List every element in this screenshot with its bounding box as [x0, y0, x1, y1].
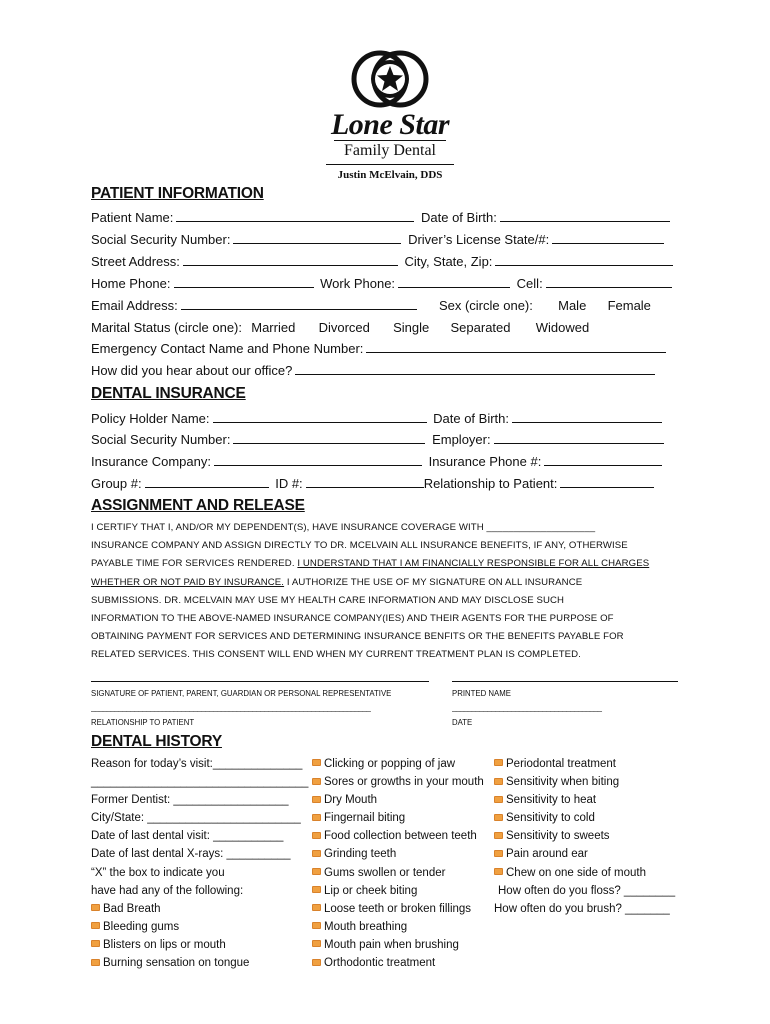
- dob-field[interactable]: [500, 210, 670, 222]
- check-label: Fingernail biting: [324, 812, 406, 825]
- work-phone-field[interactable]: [398, 276, 510, 288]
- ins-ssn-label: Social Security Number:: [91, 432, 231, 447]
- id-field[interactable]: [306, 476, 424, 488]
- checkbox-icon[interactable]: [312, 796, 321, 803]
- checkbox-icon[interactable]: [91, 940, 100, 947]
- check-fingernail[interactable]: [312, 809, 484, 827]
- ssn-label: Social Security Number:: [91, 232, 231, 247]
- checkbox-icon[interactable]: [312, 759, 321, 766]
- referral-label: How did you hear about our office?: [91, 363, 293, 378]
- assign-line-4: [91, 574, 691, 592]
- check-label: Loose teeth or broken fillings: [324, 902, 472, 915]
- check-sens-sweets[interactable]: [494, 827, 675, 845]
- former-dentist[interactable]: Former Dentist: __________________: [91, 794, 289, 807]
- floss-frequency[interactable]: How often do you floss? ________: [498, 884, 676, 897]
- last-visit[interactable]: Date of last dental visit: ___________: [91, 830, 284, 843]
- check-jaw-clicking[interactable]: [312, 755, 484, 773]
- logo-title: Lone Star: [330, 108, 450, 141]
- checkbox-icon[interactable]: [494, 868, 503, 875]
- check-label: Periodontal treatment: [506, 758, 616, 770]
- date-sig-label: DATE: [452, 718, 473, 727]
- employer-label: Employer:: [432, 432, 491, 447]
- checkbox-icon[interactable]: [312, 922, 321, 929]
- checkbox-icon[interactable]: [91, 959, 100, 966]
- check-mouth-breathing[interactable]: [312, 918, 484, 936]
- assign-line-3a: PAYABLE TIME FOR SERVICES RENDERED.: [91, 558, 298, 570]
- check-bleeding-gums[interactable]: [91, 918, 308, 936]
- check-loose-teeth[interactable]: [312, 900, 484, 918]
- checkbox-icon[interactable]: [312, 959, 321, 966]
- check-label: Mouth pain when brushing: [324, 938, 459, 951]
- ins-phone-label: Insurance Phone #:: [428, 454, 542, 469]
- employer-field[interactable]: [494, 432, 664, 444]
- relationship-field[interactable]: [560, 476, 654, 488]
- check-label: Chew on one side of mouth: [506, 866, 647, 879]
- ins-ssn-row: [91, 432, 667, 448]
- check-label: Bleeding gums: [103, 920, 180, 933]
- home-phone-label: Home Phone:: [91, 276, 171, 291]
- checkbox-icon[interactable]: [494, 759, 503, 766]
- instruction-line-2: have had any of the following:: [91, 884, 244, 897]
- checkbox-icon[interactable]: [494, 778, 503, 785]
- check-sens-heat[interactable]: [494, 791, 675, 809]
- check-label: Sensitivity to sweets: [506, 830, 610, 843]
- marital-label: Marital Status (circle one):: [91, 320, 242, 335]
- email-row: [91, 298, 651, 314]
- ins-ssn-field[interactable]: [233, 432, 425, 444]
- checkbox-icon[interactable]: [312, 814, 321, 821]
- referral-row: [91, 363, 658, 379]
- marital-option-single[interactable]: Single: [393, 320, 430, 335]
- last-xrays[interactable]: Date of last dental X-rays: __________: [91, 848, 291, 861]
- check-label: Lip or cheek biting: [324, 884, 418, 897]
- check-food-collection[interactable]: [312, 827, 484, 845]
- checkbox-icon[interactable]: [312, 904, 321, 911]
- star-rings-logo-icon: [338, 50, 442, 108]
- checkbox-icon[interactable]: [494, 796, 503, 803]
- ins-phone-field[interactable]: [544, 454, 662, 466]
- printed-name-field[interactable]: [452, 681, 678, 682]
- assign-line-1: I CERTIFY THAT I, AND/OR MY DEPENDENT(S), HAVE INSURANCE COVERAGE WITH ____________________: [91, 522, 596, 533]
- ssn-field[interactable]: [233, 232, 401, 244]
- check-label: Food collection between teeth: [324, 830, 477, 843]
- relationship-sig-label: RELATIONSHIP TO PATIENT: [91, 718, 195, 727]
- relationship-sig-field[interactable]: _______________________________________________________________________: [91, 703, 371, 712]
- group-label: Group #:: [91, 476, 142, 491]
- printed-name-label: PRINTED NAME: [452, 689, 511, 698]
- street-field[interactable]: [183, 254, 398, 266]
- check-lip-biting[interactable]: [312, 882, 484, 900]
- checkbox-icon[interactable]: [312, 886, 321, 893]
- check-chew-one-side[interactable]: [494, 864, 675, 882]
- signature-label: SIGNATURE OF PATIENT, PARENT, GUARDIAN OR PERSONAL REPRESENTATIVE: [91, 689, 392, 698]
- address-row: [91, 254, 676, 270]
- assign-line-7: OBTAINING PAYMENT FOR SERVICES AND DETERMINING INSURANCE BENFITS OR THE BENEFITS PAYABLE FOR: [91, 631, 624, 643]
- patient-info-heading: PATIENT INFORMATION: [91, 185, 264, 202]
- check-burning-tongue[interactable]: [91, 954, 308, 972]
- referral-field[interactable]: [295, 363, 655, 375]
- check-sens-cold[interactable]: [494, 809, 675, 827]
- dob-label: Date of Birth:: [421, 210, 497, 225]
- checkbox-icon[interactable]: [494, 832, 503, 839]
- marital-option-married[interactable]: Married: [251, 320, 296, 335]
- assign-line-2: INSURANCE COMPANY AND ASSIGN DIRECTLY TO DR. MCELVAIN ALL INSURANCE BENEFITS, IF ANY, OTHERWISE: [91, 540, 628, 552]
- dental-history-heading: DENTAL HISTORY: [91, 733, 222, 750]
- dental-insurance-heading: DENTAL INSURANCE: [91, 385, 246, 402]
- ins-dob-label: Date of Birth:: [433, 411, 509, 426]
- history-right-column: [494, 755, 675, 918]
- sex-option-female[interactable]: Female: [607, 298, 651, 313]
- company-label: Insurance Company:: [91, 454, 211, 469]
- checkbox-icon[interactable]: [312, 850, 321, 857]
- emergency-field[interactable]: [366, 341, 666, 353]
- check-periodontal[interactable]: [494, 755, 675, 773]
- id-label: ID #:: [275, 476, 303, 491]
- home-phone-field[interactable]: [174, 276, 314, 288]
- assign-line-4b: I AUTHORIZE THE USE OF MY SIGNATURE ON ALL INSURANCE: [284, 576, 583, 588]
- assign-line-4a: WHETHER OR NOT PAID BY INSURANCE.: [91, 576, 285, 588]
- city-state[interactable]: City/State: ________________________: [91, 812, 301, 825]
- street-label: Street Address:: [91, 254, 180, 269]
- check-label: Mouth breathing: [324, 920, 408, 933]
- check-label: Sensitivity when biting: [506, 776, 620, 789]
- checkbox-icon[interactable]: [312, 778, 321, 785]
- check-label: Clicking or popping of jaw: [324, 758, 456, 770]
- holder-field[interactable]: [213, 411, 427, 423]
- date-sig-field[interactable]: ______________________________________: [452, 703, 602, 712]
- checkbox-icon[interactable]: [312, 832, 321, 839]
- assign-line-8: RELATED SERVICES. THIS CONSENT WILL END WHEN MY CURRENT TREATMENT PLAN IS COMPLETED.: [91, 649, 581, 661]
- patient-name-row: [91, 210, 673, 226]
- sex-label: Sex (circle one):: [438, 298, 533, 313]
- assign-line-3: [91, 555, 691, 573]
- check-label: Orthodontic treatment: [324, 957, 436, 970]
- check-sens-biting[interactable]: [494, 773, 675, 791]
- checkbox-icon[interactable]: [91, 922, 100, 929]
- email-field[interactable]: [181, 298, 417, 310]
- checkbox-icon[interactable]: [494, 850, 503, 857]
- check-label: Sensitivity to heat: [506, 794, 597, 807]
- check-ear-pain[interactable]: [494, 845, 675, 863]
- patient-name-label: Patient Name:: [91, 210, 174, 225]
- group-field[interactable]: [145, 476, 269, 488]
- work-phone-label: Work Phone:: [320, 276, 396, 291]
- logo-subtitle: Family Dental: [334, 140, 446, 160]
- group-row: [91, 476, 657, 492]
- check-label: Dry Mouth: [324, 794, 378, 807]
- sex-option-male[interactable]: Male: [558, 298, 587, 313]
- check-label: Gums swollen or tender: [324, 866, 446, 879]
- company-row: [91, 454, 665, 470]
- cell-label: Cell:: [516, 276, 543, 291]
- check-label: Burning sensation on tongue: [103, 957, 250, 970]
- brush-frequency[interactable]: How often do you brush? _______: [494, 902, 670, 915]
- marital-option-divorced[interactable]: Divorced: [318, 320, 370, 335]
- email-label: Email Address:: [91, 298, 178, 313]
- holder-row: [91, 411, 665, 427]
- check-grinding[interactable]: [312, 845, 484, 863]
- ssn-row: [91, 232, 667, 248]
- check-label: Blisters on lips or mouth: [103, 938, 226, 951]
- marital-option-widowed[interactable]: Widowed: [535, 320, 590, 335]
- checkbox-icon[interactable]: [494, 814, 503, 821]
- history-left-column: [91, 755, 308, 972]
- assignment-heading: ASSIGNMENT AND RELEASE: [91, 497, 305, 514]
- city-label: City, State, Zip:: [404, 254, 493, 269]
- check-mouth-pain[interactable]: [312, 936, 484, 954]
- company-field[interactable]: [214, 454, 422, 466]
- license-label: Driver’s License State/#:: [408, 232, 550, 247]
- emergency-row: [91, 341, 669, 357]
- city-field[interactable]: [495, 254, 673, 266]
- checkbox-icon[interactable]: [312, 940, 321, 947]
- assignment-text: [91, 519, 691, 665]
- check-label: Grinding teeth: [324, 848, 397, 861]
- check-label: Bad Breath: [103, 902, 161, 915]
- marital-option-separated[interactable]: Separated: [450, 320, 511, 335]
- phone-row: [91, 276, 675, 292]
- reason-for-visit-cont[interactable]: __________________________________: [91, 776, 309, 789]
- license-field[interactable]: [552, 232, 664, 244]
- holder-label: Policy Holder Name:: [91, 411, 210, 426]
- check-orthodontic[interactable]: [312, 954, 484, 972]
- assign-line-5: SUBMISSIONS. DR. MCELVAIN MAY USE MY HEALTH CARE INFORMATION AND MAY DISCLOSE SUCH: [91, 594, 565, 606]
- logo-doctor: Justin McElvain, DDS: [326, 164, 454, 182]
- check-label: Sensitivity to cold: [506, 812, 595, 825]
- emergency-label: Emergency Contact Name and Phone Number:: [91, 341, 364, 356]
- check-gums-swollen[interactable]: [312, 864, 484, 882]
- marital-row: [91, 320, 589, 336]
- assign-line-3b: I UNDERSTAND THAT I AM FINANCIALLY RESPONSIBLE FOR ALL CHARGES: [297, 558, 650, 570]
- signature-field[interactable]: [91, 681, 429, 682]
- history-middle-column: [312, 755, 484, 972]
- cell-field[interactable]: [546, 276, 672, 288]
- checkbox-icon[interactable]: [91, 904, 100, 911]
- ins-dob-field[interactable]: [512, 411, 662, 423]
- checkbox-icon[interactable]: [312, 868, 321, 875]
- instruction-line-1: “X” the box to indicate you: [91, 866, 225, 879]
- check-bad-breath[interactable]: [91, 900, 308, 918]
- patient-name-field[interactable]: [176, 210, 414, 222]
- check-dry-mouth[interactable]: [312, 791, 484, 809]
- check-blisters[interactable]: [91, 936, 308, 954]
- practice-logo: [320, 50, 460, 182]
- check-label: Sores or growths in your mouth: [324, 776, 484, 789]
- check-label: Pain around ear: [506, 848, 588, 861]
- reason-for-visit[interactable]: Reason for today’s visit:______________: [91, 758, 303, 770]
- check-sores[interactable]: [312, 773, 484, 791]
- assign-line-6: INFORMATION TO THE ABOVE-NAMED INSURANCE COMPANY(IES) AND THEIR AGENTS FOR THE PURPOSE OF: [91, 613, 614, 625]
- relationship-label: Relationship to Patient:: [423, 476, 558, 491]
